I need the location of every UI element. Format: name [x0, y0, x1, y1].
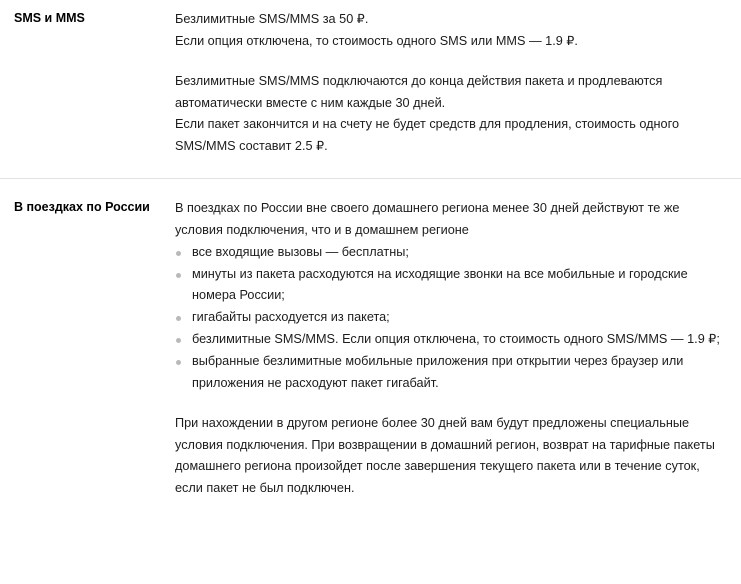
- list-item-label: выбранные безлимитные мобильные приложения при открытии через браузер или приложения не расходуют пакет гигабайт.: [192, 353, 684, 390]
- paragraph: Безлимитные SMS/MMS подключаются до конца действия пакета и продлеваются автоматически вместе с ним каждые 30 дней.: [175, 73, 663, 110]
- paragraph-outro: При нахождении в другом регионе более 30 дней вам будут предложены специальные условия подключения. При возвращении в домашний регион, возврат на тарифные пакеты домашнего региона произойдет после завершения текущего пакета или в течение суток, если пакет не был подключен.: [175, 415, 715, 496]
- section-title-sms-mms: SMS и MMS: [14, 11, 85, 25]
- list-item: [175, 351, 723, 395]
- bullet-dot-icon: [176, 273, 181, 278]
- paragraph-spacer: [175, 53, 723, 71]
- section-body-sms-mms: [175, 9, 741, 158]
- paragraph: Безлимитные SMS/MMS за 50 ₽.: [175, 12, 369, 26]
- paragraph: Если пакет закончится и на счету не будет средств для продления, стоимость одного SMS/MMS составит 2.5 ₽.: [175, 117, 679, 154]
- bullet-dot-icon: [176, 338, 181, 343]
- list-item-label: все входящие вызовы — бесплатны;: [192, 244, 409, 259]
- paragraph: Если опция отключена, то стоимость одного SMS или MMS — 1.9 ₽.: [175, 33, 578, 48]
- conditions-list: [175, 242, 723, 395]
- section-sms-mms: [0, 0, 741, 158]
- bullet-dot-icon: [176, 360, 181, 365]
- list-item-label: гигабайты расходуется из пакета;: [192, 310, 390, 325]
- list-item: [175, 264, 723, 308]
- section-body-travel-russia: [175, 198, 741, 500]
- list-item-label: безлимитные SMS/MMS. Если опция отключена, то стоимость одного SMS/MMS — 1.9 ₽;: [192, 332, 720, 347]
- list-item: [175, 329, 723, 351]
- section-travel-russia: [0, 179, 741, 500]
- bullet-dot-icon: [176, 251, 181, 256]
- list-item: [175, 307, 723, 329]
- list-item-label: минуты из пакета расходуются на исходящие звонки на все мобильные и городские номера России;: [192, 266, 688, 303]
- paragraph-spacer: [175, 395, 723, 413]
- paragraph-intro: В поездках по России вне своего домашнего региона менее 30 дней действуют те же условия подключения, что и в домашнем регионе: [175, 201, 680, 237]
- bullet-dot-icon: [176, 316, 181, 321]
- section-title-travel-russia: В поездках по России: [14, 200, 150, 215]
- list-item: [175, 242, 723, 264]
